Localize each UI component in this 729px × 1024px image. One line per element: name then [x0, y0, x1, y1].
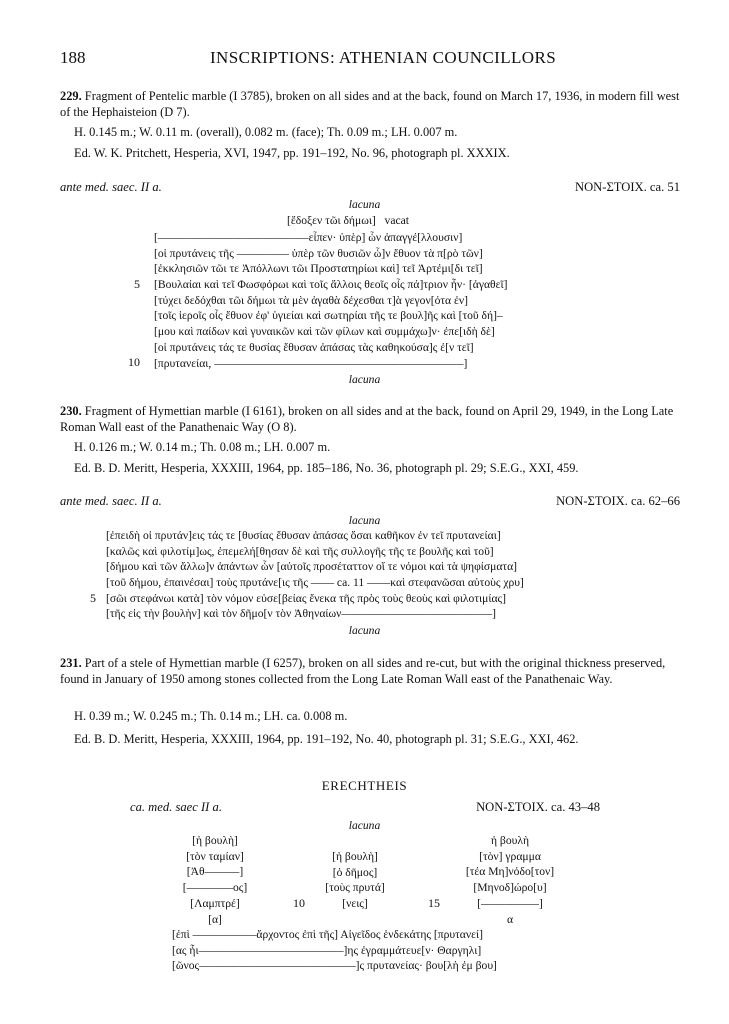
inscription-line: [μου καὶ παίδων καὶ γυναικῶν καὶ τῶν φίλων καὶ συμμάχω]ν· ἐπε[ιδὴ δὲ] [154, 325, 495, 339]
line-number: 5 [90, 591, 96, 605]
entry-text: Fragment of Hymettian marble (I 6161), broken on all sides and at the back, found on April 29, 1949, in the Long Late Roman Wall east of the Panathenaic Way (O 8). [60, 404, 674, 434]
running-header [60, 48, 680, 72]
inscription-line: ἡ βουλὴ [490, 834, 530, 847]
lacuna-label: lacuna [348, 624, 381, 637]
inscription-line: [ὁ δῆμος] [332, 865, 378, 879]
page-number: 188 [60, 48, 86, 67]
inscription-line: [Ἀθ––––––] [186, 865, 244, 879]
inscription-line: [ἐκκλησιῶν τῶι τε Ἀπόλλωνι τῶι Προστατηρίωι καὶ] τεῖ Ἀρτέμι[δι τεῖ] [154, 262, 483, 276]
date-label: ca. med. saec II a. [130, 800, 222, 814]
inscription-line: [ἐπὶ –––––––––––ἄρχοντος ἐπὶ τῆς] Αἰγεῖδος ἑνδεκάτης [πρυτανεί] [172, 928, 483, 941]
inscription-line: [ἡ βουλὴ] [332, 850, 378, 863]
inscription-line: [καλῶς καὶ φιλοτίμ]ως, ἐπεμελή[θησαν δὲ καὶ τῆς συλλογῆς τῆς τε βουλῆς καὶ τοῦ] [106, 544, 494, 558]
inscription-line: [Βουλαίαι καὶ τεῖ Φωσφόρωι καὶ τοῖς ἄλλοις θεοῖς οἷς πά]τριον ἦν· [ἀγαθεῖ] [154, 278, 508, 292]
entry-229-dimensions: H. 0.145 m.; W. 0.11 m. (overall), 0.082 m. (face); Th. 0.09 m.; LH. 0.007 m. [74, 125, 458, 139]
inscription-line: [ἐπειδὴ οἱ πρυτάν]εις τάς τε [θυσίας ἔθυσαν ἁπάσας ὅσαι καθῆκον ἐν τεῖ πρυτανείαι] [106, 529, 501, 542]
inscription-line: [νεις] [342, 897, 368, 911]
lacuna-label: lacuna [348, 373, 381, 386]
entry-231-edition: Ed. B. D. Meritt, Hesperia, XXXIII, 1964, pp. 191–192, No. 40, photograph pl. 31; S.E.G., XXI, 462. [74, 732, 579, 746]
inscription-column-middle [305, 849, 405, 912]
entry-229-meta [60, 180, 680, 196]
entry-230-dimensions: H. 0.126 m.; W. 0.14 m.; Th. 0.08 m.; LH. 0.007 m. [74, 440, 331, 454]
inscription-line: [ας ἧι–––––––––––––––––––––––––]ης ἐγραμμάτευε[ν· Θαργηλι] [172, 943, 482, 957]
inscription-line: [ἡ βουλὴ] [192, 834, 238, 847]
inscription-line: [––––––––––––––––––––––––––εἶπεν· ὑπὲρ] ὧν ἀπαγγέ[λλουσιν] [154, 231, 463, 244]
layout-label: NON-ΣΤΟΙΧ. ca. 43–48 [476, 800, 600, 814]
inscription-line: [σῶι στεφάνωι κατὰ] τὸν νόμον εὐσε[βείας ἕνεκα τῆς πρὸς τοὺς θεοὺς καὶ φιλοτιμίας] [106, 591, 506, 605]
inscription-line: [οἱ πρυτάνεις τῆς ––––––––– ὑπὲρ τῶν θυσιῶν ὧ]ν ἔθυον τὰ π[ρὸ τῶν] [154, 246, 483, 260]
inscription-line: [––––––––––] [477, 896, 543, 910]
inscription-text-230 [106, 528, 524, 622]
inscription-line: [πρυτανείαι, –––––––––––––––––––––––––––––––––––––––––––] [154, 356, 468, 370]
inscription-line: [οἱ πρυτάνεις τάς τε θυσίας ἔθυσαν ἁπάσας τὰς καθηκούσα]ς ἐ[ν τεῖ] [154, 340, 474, 354]
line-number: 10 [293, 896, 305, 910]
entry-230-description [60, 403, 680, 435]
inscription-line: [α] [208, 912, 222, 926]
lacuna-label: lacuna [348, 819, 381, 832]
inscription-line: [Λαμπτρέ] [190, 896, 240, 910]
section-title: ERECHTHEIS [321, 778, 408, 793]
line-number: 10 [128, 355, 140, 369]
inscription-line: [τὸν] γραμμα [479, 849, 541, 863]
entry-text: Fragment of Pentelic marble (I 3785), broken on all sides and at the back, found on March 17, 1936, in modern fill west of the Hephaisteion (D 7). [60, 89, 680, 119]
inscription-line: [τὸν ταμίαν] [186, 849, 244, 863]
inscription-line: [τῆς εἰς τὴν βουλὴν] καὶ τὸν δῆμο[ν τὸν Ἀθηναίων––––––––––––––––––––––––––] [106, 607, 496, 621]
layout-label: NON-ΣΤΟΙΧ. ca. 51 [574, 180, 680, 194]
lacuna-label: lacuna [348, 514, 381, 527]
inscription-line: [τύχει δεδόχθαι τῶι δήμωι τὰ μὲν ἀγαθὰ δέχεσθαι τ]ὰ γεγον[ότα ἐν] [154, 293, 468, 307]
entry-229-edition: Ed. W. K. Pritchett, Hesperia, XVI, 1947, pp. 191–192, No. 96, photograph pl. XXXIX. [74, 146, 510, 160]
inscription-line: [τέα Μη]νόδο[τον] [465, 865, 555, 879]
date-label: ante med. saec. II a. [60, 180, 162, 194]
entry-number: 229. [60, 89, 82, 103]
inscription-line: [τοῦ δήμου, ἐπαινέσαι] τοὺς πρυτάνε[ις τῆς –––– ca. 11 ––––καὶ στεφανῶσαι αὐτοὺς χρυ] [106, 576, 524, 590]
line-number: 5 [134, 277, 140, 291]
inscription-line: [ῶνος–––––––––––––––––––––––––––]ς πρυτανείας· βου[λὴ ἐμ βου] [172, 959, 497, 973]
inscription-wide-lines [172, 927, 497, 974]
decree-heading: [ἔδοξεν τῶι δήμωι] vacat [287, 214, 409, 227]
inscription-column-right [440, 833, 580, 927]
inscription-column-left [160, 833, 270, 927]
inscription-line: [––––––––ος] [182, 881, 248, 895]
layout-label: NON-ΣΤΟΙΧ. ca. 62–66 [556, 494, 680, 508]
inscription-line: [τοὺς πρυτά] [325, 881, 385, 895]
entry-number: 230. [60, 404, 82, 418]
inscription-text-229 [154, 230, 507, 371]
inscription-line: [δήμου καὶ τῶν ἄλλω]ν ἁπάντων ὧν [αὐτοῖς προσέταττον οἵ τε νόμοι καὶ τὰ ψηφίσματα] [106, 560, 518, 574]
entry-229-description [60, 88, 680, 120]
inscription-line: [Μηνοδ]ώρο[υ] [473, 881, 547, 895]
entry-text: Part of a stele of Hymettian marble (I 6257), broken on all sides and re-cut, but with the original thickness preserved, found in January of 1950 among stones collected from the Long Late Roman Wall east of the Panathenaic Way. [60, 656, 666, 686]
entry-number: 231. [60, 656, 82, 670]
entry-230-meta [60, 494, 680, 510]
inscription-line: α [506, 912, 514, 926]
entry-231-description [60, 655, 680, 687]
entry-230-edition: Ed. B. D. Meritt, Hesperia, XXXIII, 1964, pp. 185–186, No. 36, photograph pl. 29; S.E.G., XXI, 459. [74, 461, 579, 475]
entry-231-dimensions: H. 0.39 m.; W. 0.245 m.; Th. 0.14 m.; LH. ca. 0.008 m. [74, 709, 348, 723]
lacuna-label: lacuna [348, 198, 381, 211]
entry-231-meta [130, 800, 600, 816]
running-title: INSCRIPTIONS: ATHENIAN COUNCILLORS [210, 48, 557, 67]
inscription-line: [τοῖς ἱεροῖς οἷς ἔθυον ἐφ' ὑγιείαι καὶ σωτηρίαι τῆς τε βουλ]ῆς καὶ [τοῦ δή]– [154, 309, 503, 323]
date-label: ante med. saec. II a. [60, 494, 162, 508]
line-number: 15 [428, 896, 440, 910]
